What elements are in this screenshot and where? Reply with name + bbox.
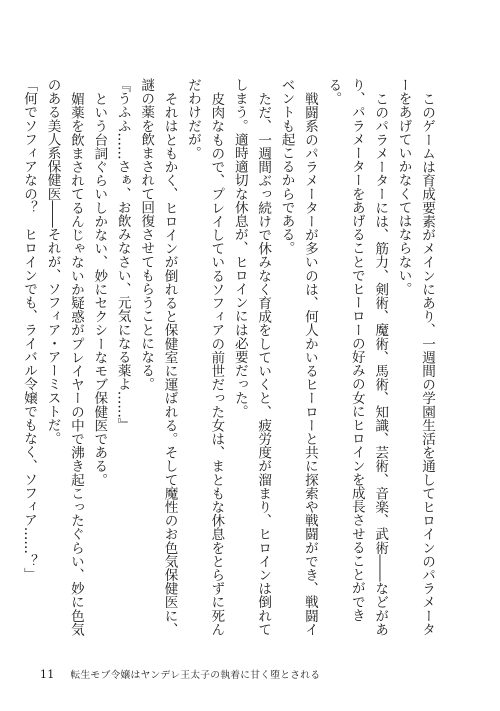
page-number: 11 [40, 668, 55, 681]
paragraph: それはともかく、ヒロインが倒れると保健室に運ばれる。そして魔性のお色気保健医に、謎の薬を飲まされて回復させてもらうことになる。 [138, 78, 178, 636]
body-text [21, 78, 438, 648]
paragraph: 媚薬を飲まされてるんじゃないか疑惑がプレイヤーの中で沸き起こったぐらい、妙に色気のある美人系保健医――それが、ソフィア・アーミストだ。 [44, 78, 84, 636]
paragraph: 「何でソフィアなの？ ヒロインでも、ライバル令嬢でもなく、ソフィア……？」 [21, 78, 38, 582]
paragraph: ただ、一週間ぶっ続けで休みなく育成をしていくと、疲労度が溜まり、ヒロインは倒れてしまう。適時適切な休息が、ヒロインには必要だった。 [231, 78, 272, 636]
paragraph: このゲームは育成要素がメインにあり、一週間の学園生活を通してヒロインのパラメーターをあげていかなくてはならない。 [395, 78, 435, 636]
book-title: 転生モブ令嬢はヤンデレ王太子の執着に甘く堕とされる [70, 670, 321, 681]
paragraph: 戦闘系のパラメーターが多いのは、何人かいるヒーローと共に探索や戦闘ができ、戦闘イベントも起こるからである。 [278, 78, 318, 636]
paragraph: という台詞ぐらいしかない、妙にセクシーなモブ保健医である。 [91, 91, 108, 486]
paragraph: 『うふふ……さぁ、お飲みなさい、元気になる薬よ……』 [114, 78, 131, 432]
paragraph: 皮肉なもので、プレイしているソフィアの前世だった女は、まともな休息をとらずに死んだわけだが。 [184, 78, 225, 636]
paragraph: このパラメーターには、筋力、剣術、魔術、馬術、知識、芸術、音楽、武術――などがあり、パラメーターをあげることでヒーローの好みの女にヒロインを成長させることができる。 [325, 78, 389, 636]
page-footer [40, 667, 320, 681]
